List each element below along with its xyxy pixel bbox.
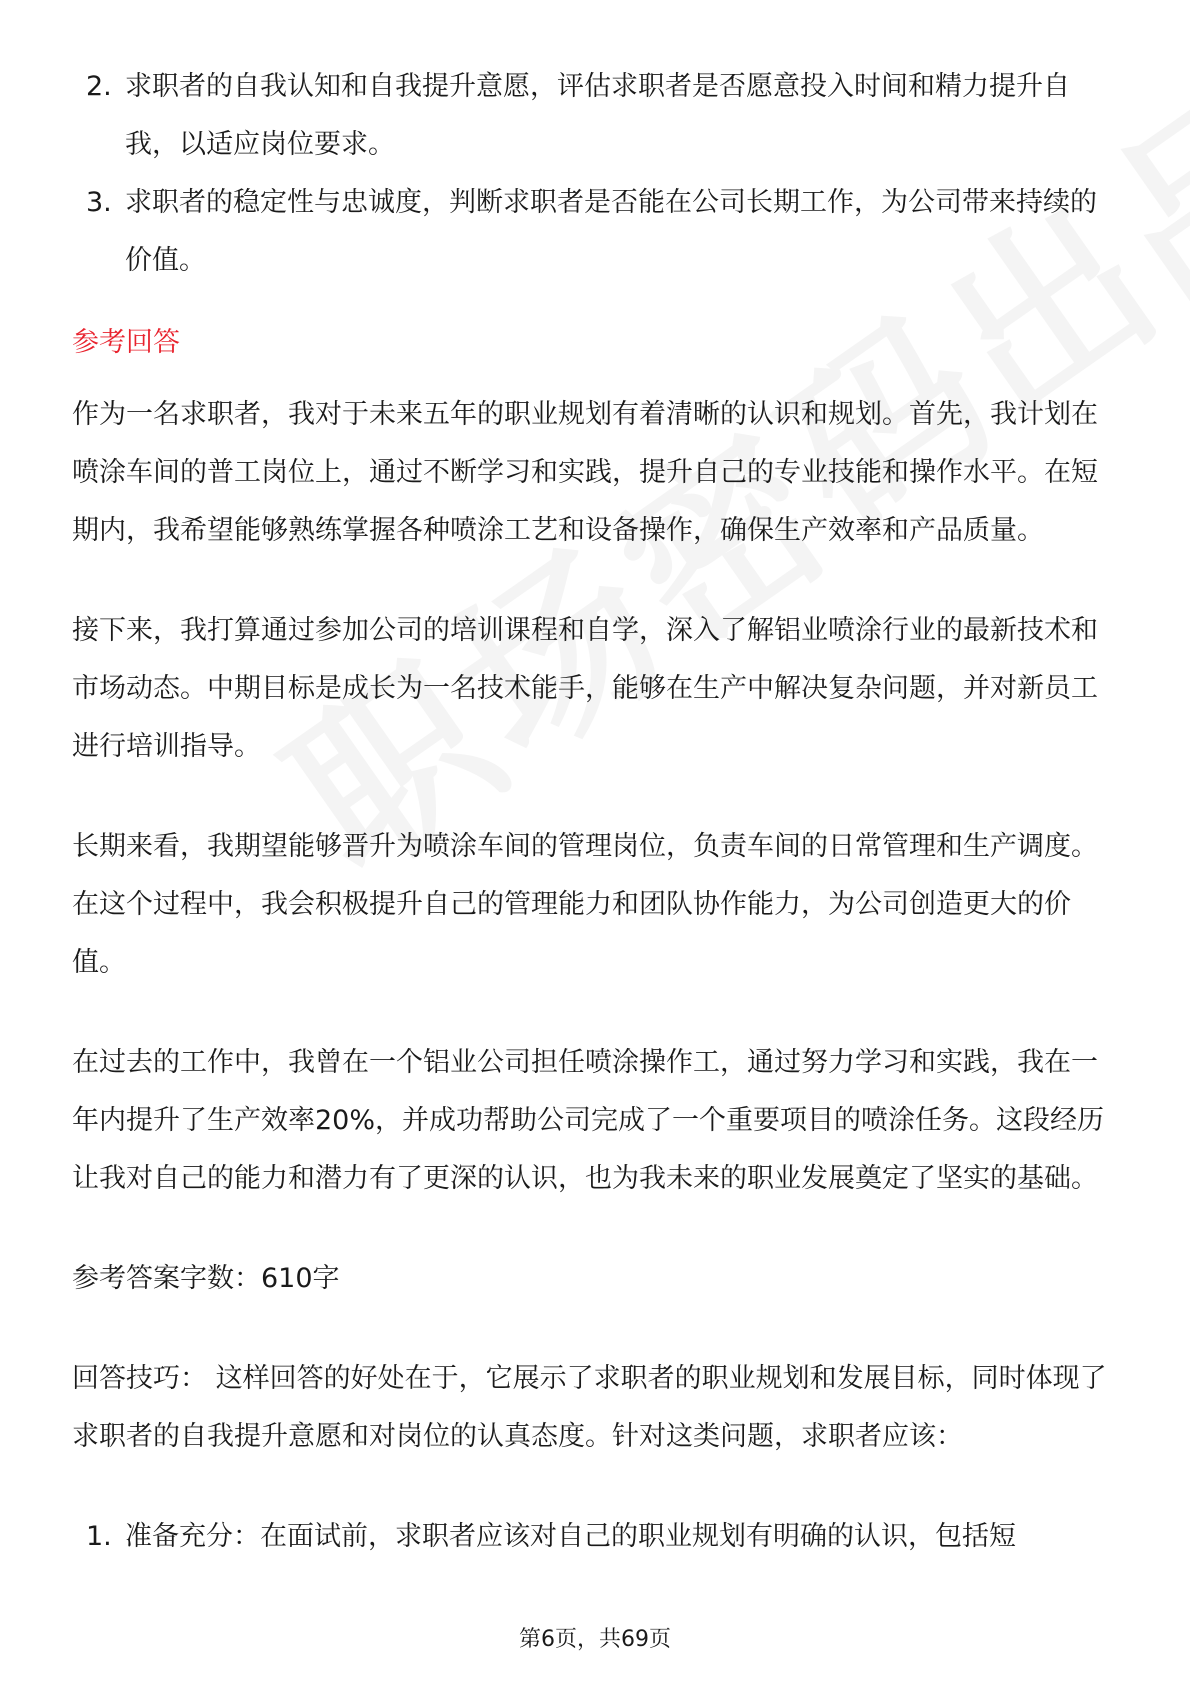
list-text: 求职者的自我认知和自我提升意愿，评估求职者是否愿意投入时间和精力提升自我，以适应岗位要求。 [125, 71, 1070, 160]
page-number: 第6页，共69页 [519, 1627, 671, 1652]
content [72, 58, 1118, 1566]
section-title: 参考回答 [72, 327, 180, 358]
list-number: 3. [86, 187, 112, 218]
list-number: 1. [86, 1521, 112, 1552]
word-count: 参考答案字数：610字 [72, 1263, 340, 1294]
answer-paragraph: 作为一名求职者，我对于未来五年的职业规划有着清晰的认识和规划。首先，我计划在喷涂车间的普工岗位上，通过不断学习和实践，提升自己的专业技能和操作水平。在短期内，我希望能够熟练掌握各种喷涂工艺和设备操作，确保生产效率和产品质量。 [72, 399, 1098, 546]
criteria-list [72, 58, 1118, 290]
answer-paragraph: 长期来看，我期望能够晋升为喷涂车间的管理岗位，负责车间的日常管理和生产调度。在这个过程中，我会积极提升自己的管理能力和团队协作能力，为公司创造更大的价值。 [72, 831, 1098, 978]
list-item [72, 1508, 1118, 1566]
tips-list [72, 1508, 1118, 1566]
list-text: 求职者的稳定性与忠诚度，判断求职者是否能在公司长期工作，为公司带来持续的价值。 [125, 187, 1097, 276]
list-text: 准备充分：在面试前，求职者应该对自己的职业规划有明确的认识，包括短 [125, 1521, 1016, 1552]
list-item [72, 174, 1118, 290]
tips-paragraph: 回答技巧： 这样回答的好处在于，它展示了求职者的职业规划和发展目标，同时体现了求职者的自我提升意愿和对岗位的认真态度。针对这类问题，求职者应该： [72, 1363, 1107, 1452]
list-item [72, 58, 1118, 174]
answer-paragraph: 接下来，我打算通过参加公司的培训课程和自学，深入了解铝业喷涂行业的最新技术和市场动态。中期目标是成长为一名技术能手，能够在生产中解决复杂问题，并对新员工进行培训指导。 [72, 615, 1098, 762]
list-number: 2. [86, 71, 112, 102]
answer-paragraph: 在过去的工作中，我曾在一个铝业公司担任喷涂操作工，通过努力学习和实践，我在一年内提升了生产效率20%，并成功帮助公司完成了一个重要项目的喷涂任务。这段经历让我对自己的能力和潜力有了更深的认识，也为我未来的职业发展奠定了坚实的基础。 [72, 1047, 1105, 1194]
